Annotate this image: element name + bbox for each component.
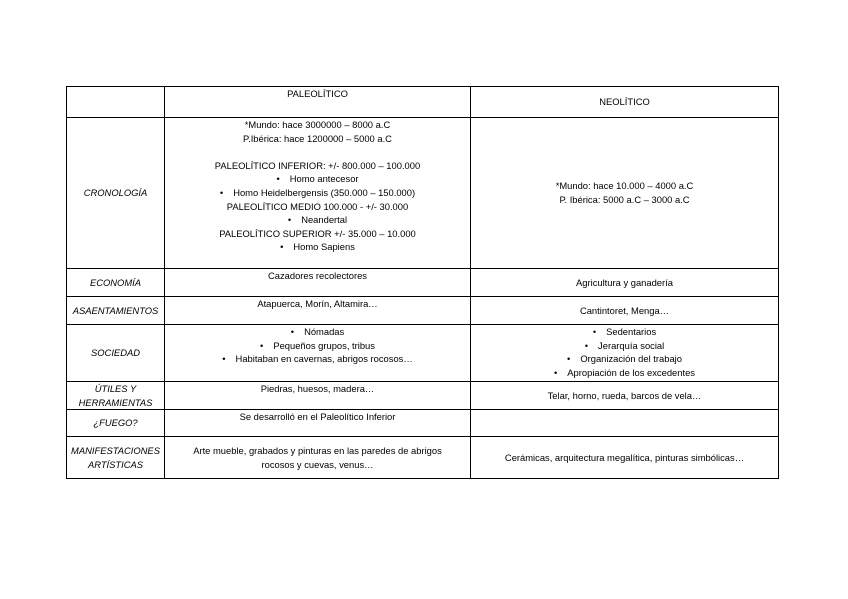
list-item: • Sedentarios	[474, 325, 775, 339]
manifestaciones-neo: Cerámicas, arquitectura megalítica, pinturas simbólicas…	[471, 437, 779, 479]
label-sociedad: SOCIEDAD	[67, 325, 165, 382]
list-item: • Apropiación de los excedentes	[474, 366, 775, 380]
label-fuego: ¿FUEGO?	[67, 410, 165, 437]
list-item: • Homo antecesor	[168, 172, 467, 186]
cronologia-paleo-cell	[165, 118, 471, 269]
label-asentamientos: ASAENTAMIENTOS	[67, 297, 165, 325]
row-manifestaciones	[67, 437, 779, 479]
label-manifestaciones-line2: ARTÍSTICAS	[87, 458, 144, 470]
list-item: • Neandertal	[168, 213, 467, 227]
inferior-list	[168, 172, 467, 199]
sociedad-paleo-cell	[165, 325, 471, 382]
label-utiles-line2: HERRAMIENTAS	[78, 396, 153, 408]
list-item: • Habitaban en cavernas, abrigos rocosos…	[168, 352, 467, 366]
fuego-neo	[471, 410, 779, 437]
economia-neo: Agricultura y ganadería	[471, 269, 779, 297]
medio-list	[168, 213, 467, 227]
superior-list	[168, 240, 467, 254]
list-item: • Organización del trabajo	[474, 352, 775, 366]
cronologia-paleo-inferior: PALEOLÍTICO INFERIOR: +/- 800.000 – 100.000	[214, 159, 421, 171]
label-utiles-cell	[67, 382, 165, 410]
header-neolitico: NEOLÍTICO	[471, 87, 779, 118]
utiles-neo: Telar, horno, rueda, barcos de vela…	[471, 382, 779, 410]
label-manifestaciones-cell	[67, 437, 165, 479]
row-fuego	[67, 410, 779, 437]
manifestaciones-paleo-line2: rocosos y cuevas, venus…	[261, 458, 374, 470]
label-cronologia: CRONOLOGÍA	[67, 118, 165, 269]
economia-paleo: Cazadores recolectores	[165, 269, 471, 297]
sociedad-neo-cell	[471, 325, 779, 382]
header-paleolitico: PALEOLÍTICO	[165, 87, 471, 118]
label-manifestaciones-line1: MANIFESTACIONES	[71, 445, 160, 457]
row-cronologia	[67, 118, 779, 269]
manifestaciones-paleo-line1: Arte mueble, grabados y pinturas en las paredes de abrigos	[193, 445, 442, 457]
header-empty-cell	[67, 87, 165, 118]
spacer	[168, 145, 467, 159]
row-economia	[67, 269, 779, 297]
manifestaciones-paleo-cell	[165, 437, 471, 479]
cronologia-paleo-mundo: *Mundo: hace 3000000 – 8000 a.C	[244, 119, 391, 130]
list-item: • Homo Sapiens	[168, 240, 467, 254]
row-utiles	[67, 382, 779, 410]
cronologia-neo-mundo: *Mundo: hace 10.000 – 4000 a.C	[555, 180, 694, 192]
list-item: • Nómadas	[168, 325, 467, 339]
cronologia-paleo-superior: PALEOLÍTICO SUPERIOR +/- 35.000 – 10.000	[219, 227, 416, 239]
label-utiles-line1: ÚTILES Y	[94, 383, 137, 394]
asentamientos-neo: Cantintoret, Menga…	[471, 297, 779, 325]
utiles-paleo: Piedras, huesos, madera…	[165, 382, 471, 410]
row-asentamientos	[67, 297, 779, 325]
row-sociedad	[67, 325, 779, 382]
sociedad-paleo-list	[168, 325, 467, 366]
fuego-paleo: Se desarrolló en el Paleolítico Inferior	[165, 410, 471, 437]
cronologia-neo-iberica: P. Ibérica: 5000 a.C – 3000 a.C	[559, 194, 690, 205]
cronologia-paleo-iberica: P.Ibérica: hace 1200000 – 5000 a.C	[243, 132, 392, 144]
header-row	[67, 87, 779, 118]
cronologia-paleo-medio: PALEOLÍTICO MEDIO 100.000 - +/- 30.000	[226, 200, 409, 212]
cronologia-neo-cell	[471, 118, 779, 269]
asentamientos-paleo: Atapuerca, Morín, Altamira…	[165, 297, 471, 325]
list-item: • Homo Heidelbergensis (350.000 – 150.000)	[168, 186, 467, 200]
sociedad-neo-list	[474, 325, 775, 379]
list-item: • Pequeños grupos, tribus	[168, 339, 467, 353]
label-economia: ECONOMÍA	[67, 269, 165, 297]
comparison-table	[66, 86, 779, 479]
list-item: • Jerarquía social	[474, 339, 775, 353]
